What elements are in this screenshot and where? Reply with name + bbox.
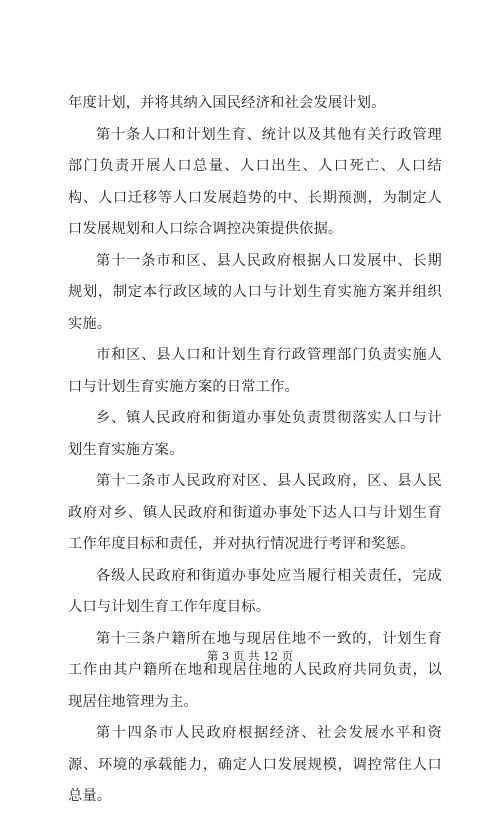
paragraph-article-14: 第十四条市人民政府根据经济、社会发展水平和资源、环境的承载能力，确定人口发展规模，调控常住人口总量。 [68,725,442,804]
paragraph-article-11-cont-2: 乡、镇人民政府和街道办事处负责贯彻落实人口与计划生育实施方案。 [68,410,442,458]
paragraph-article-10: 第十条人口和计划生育、统计以及其他有关行政管理部门负责开展人口总量、人口出生、人口死亡、人口结构、人口迁移等人口发展趋势的中、长期预测，为制定人口发展规划和人口综合调控决策提供依据。 [68,126,442,237]
paragraph-article-12: 第十二条市人民政府对区、县人民政府，区、县人民政府对乡、镇人民政府和街道办事处下达人口与计划生育工作年度目标和责任，并对执行情况进行考评和奖惩。 [68,473,442,552]
document-body [68,88,442,813]
page-number-footer: 第 3 页 共 12 页 [206,649,294,663]
paragraph-article-11-cont-1: 市和区、县人口和计划生育行政管理部门负责实施人口与计划生育实施方案的日常工作。 [68,347,442,395]
paragraph-article-13: 第十三条户籍所在地与现居住地不一致的，计划生育工作由其户籍所在地和现居住地的人民政府共同负责，以现居住地管理为主。 [68,630,442,710]
paragraph-1: 年度计划，并将其纳入国民经济和社会发展计划。 [68,95,386,111]
paragraph-article-12-cont: 各级人民政府和街道办事处应当履行相关责任，完成人口与计划生育工作年度目标。 [68,567,442,615]
paragraph-article-11: 第十一条市和区、县人民政府根据人口发展中、长期规划，制定本行政区域的人口与计划生育实施方案并组织实施。 [68,252,442,332]
